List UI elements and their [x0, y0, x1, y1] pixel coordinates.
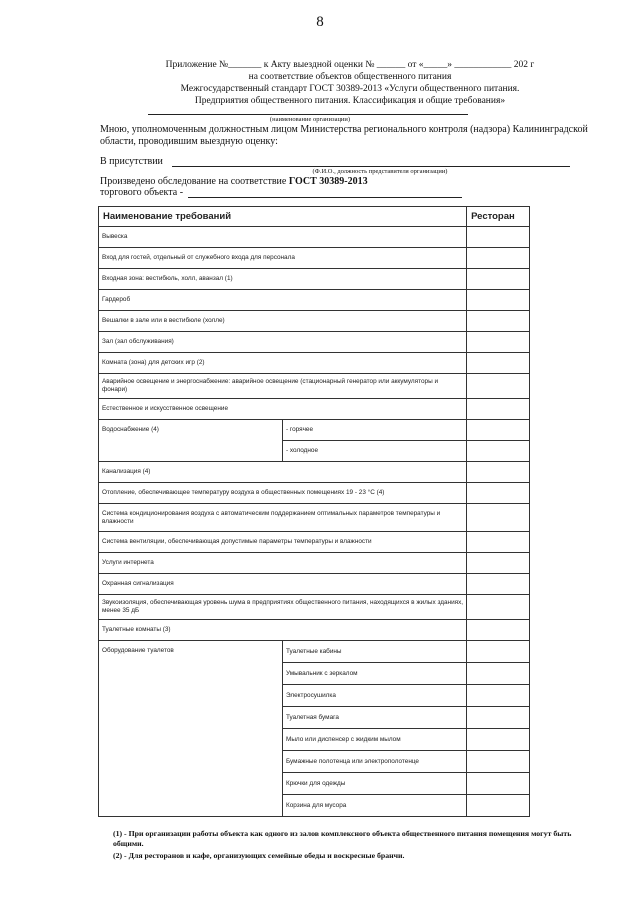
table-row [99, 227, 530, 248]
object-label: торгового объекта - [100, 187, 184, 198]
row-label: Входная зона: вестибюль, холл, аванзал (1) [99, 269, 467, 290]
row-label: Система вентиляции, обеспечивающая допустимые параметры температуры и влажности [99, 532, 467, 553]
restaurant-cell[interactable] [467, 553, 530, 574]
row-sublabel: Туалетная бумага [283, 707, 467, 729]
requirements-table [98, 206, 530, 817]
presence-field[interactable] [172, 166, 570, 167]
restaurant-cell[interactable] [467, 641, 530, 663]
table-row [99, 620, 530, 641]
footnotes [113, 829, 593, 861]
table-row [99, 595, 530, 620]
restaurant-cell[interactable] [467, 795, 530, 817]
row-sublabel: Умывальник с зеркалом [283, 663, 467, 685]
table-row [99, 353, 530, 374]
table-row [99, 553, 530, 574]
row-label: Отопление, обеспечивающее температуру воздуха в общественных помещениях 19 - 23 °С (4) [99, 483, 467, 504]
table-row [99, 532, 530, 553]
row-sublabel: Мыло или диспенсер с жидким мылом [283, 729, 467, 751]
row-label: Канализация (4) [99, 462, 467, 483]
table-row [99, 374, 530, 399]
col-header-requirements: Наименование требований [99, 207, 467, 227]
row-sublabel: - холодное [283, 441, 467, 462]
restaurant-cell[interactable] [467, 483, 530, 504]
table-row [99, 269, 530, 290]
row-label: Вывеска [99, 227, 467, 248]
restaurant-cell[interactable] [467, 374, 530, 399]
presence-label: В присутствии [100, 156, 163, 167]
table-row [99, 641, 530, 663]
row-sublabel: Корзина для мусора [283, 795, 467, 817]
footnote-1: (1) - При организации работы объекта как одного из залов комплексного объекта общественного питания помещения могут быть общими. [113, 829, 572, 848]
restaurant-cell[interactable] [467, 595, 530, 620]
restaurant-cell[interactable] [467, 399, 530, 420]
table-row [99, 420, 530, 441]
table-row [99, 399, 530, 420]
row-label: Естественное и искусственное освещение [99, 399, 467, 420]
table-row [99, 462, 530, 483]
table-row [99, 311, 530, 332]
row-sublabel: Электросушилка [283, 685, 467, 707]
restaurant-cell[interactable] [467, 685, 530, 707]
standard-name-line: Межгосударственный стандарт ГОСТ 30389-2013 «Услуги общественного питания. [180, 84, 520, 94]
org-caption: (наименование организации) [269, 116, 351, 123]
row-label: Охранная сигнализация [99, 574, 467, 595]
restaurant-cell[interactable] [467, 707, 530, 729]
object-field[interactable] [188, 197, 462, 198]
row-label: Аварийное освещение и энергоснабжение: аварийное освещение (стационарный генератор или аккумуляторы и фонари) [99, 374, 467, 399]
table-row [99, 332, 530, 353]
page-number: 8 [316, 14, 324, 30]
appendix-title-line: Приложение №_______ к Акту выездной оценки № ______ от «_____» ____________ 202 г [165, 60, 535, 70]
row-label: Оборудование туалетов [99, 641, 283, 817]
col-header-restaurant: Ресторан [467, 207, 530, 227]
row-label: Водоснабжение (4) [99, 420, 283, 462]
table-row [99, 290, 530, 311]
row-sublabel: - горячее [283, 420, 467, 441]
row-label: Вход для гостей, отдельный от служебного входа для персонала [99, 248, 467, 269]
org-name-line[interactable] [148, 114, 468, 115]
table-row [99, 574, 530, 595]
restaurant-cell[interactable] [467, 751, 530, 773]
presence-caption: (Ф.И.О., должность представителя организации) [312, 168, 448, 175]
restaurant-cell[interactable] [467, 504, 530, 532]
restaurant-cell[interactable] [467, 729, 530, 751]
restaurant-cell[interactable] [467, 420, 530, 441]
restaurant-cell[interactable] [467, 462, 530, 483]
restaurant-cell[interactable] [467, 574, 530, 595]
footnote-2: (2) - Для ресторанов и кафе, организующих семейные обеды и воскресные бранчи. [113, 851, 405, 860]
row-label: Система кондиционирования воздуха с автоматическим поддержанием оптимальных параметров температуры и влажности [99, 504, 467, 532]
restaurant-cell[interactable] [467, 332, 530, 353]
restaurant-cell[interactable] [467, 441, 530, 462]
row-label: Вешалки в зале или в вестибюле (холле) [99, 311, 467, 332]
table-row [99, 248, 530, 269]
restaurant-cell[interactable] [467, 663, 530, 685]
survey-text-prefix: Произведено обследование на соответствие [100, 176, 289, 187]
row-label: Гардероб [99, 290, 467, 311]
table-row [99, 504, 530, 532]
restaurant-cell[interactable] [467, 532, 530, 553]
restaurant-cell[interactable] [467, 290, 530, 311]
restaurant-cell[interactable] [467, 227, 530, 248]
row-label: Зал (зал обслуживания) [99, 332, 467, 353]
row-label: Звукоизоляция, обеспечивающая уровень шума в предприятиях общественного питания, находящихся в жилых зданиях, менее 35 дБ [99, 595, 467, 620]
restaurant-cell[interactable] [467, 311, 530, 332]
row-sublabel: Крючки для одежды [283, 773, 467, 795]
survey-standard: ГОСТ 30389-2013 [288, 176, 368, 187]
row-label: Туалетные комнаты (3) [99, 620, 467, 641]
row-label: Услуги интернета [99, 553, 467, 574]
table-header-row [99, 207, 530, 227]
restaurant-cell[interactable] [467, 248, 530, 269]
table-row [99, 483, 530, 504]
intro-text: Мною, уполномоченным должностным лицом Министерства регионального контроля (надзора) Калининградской области, проводившим выездную оценку: [100, 124, 588, 147]
appendix-subtitle-line: на соответствие объектов общественного питания [248, 72, 452, 82]
restaurant-cell[interactable] [467, 353, 530, 374]
row-sublabel: Туалетные кабины [283, 641, 467, 663]
restaurant-cell[interactable] [467, 269, 530, 290]
restaurant-cell[interactable] [467, 620, 530, 641]
standard-name-line-2: Предприятия общественного питания. Классификация и общие требования» [194, 96, 506, 106]
row-sublabel: Бумажные полотенца или электрополотенце [283, 751, 467, 773]
row-label: Комната (зона) для детских игр (2) [99, 353, 467, 374]
restaurant-cell[interactable] [467, 773, 530, 795]
